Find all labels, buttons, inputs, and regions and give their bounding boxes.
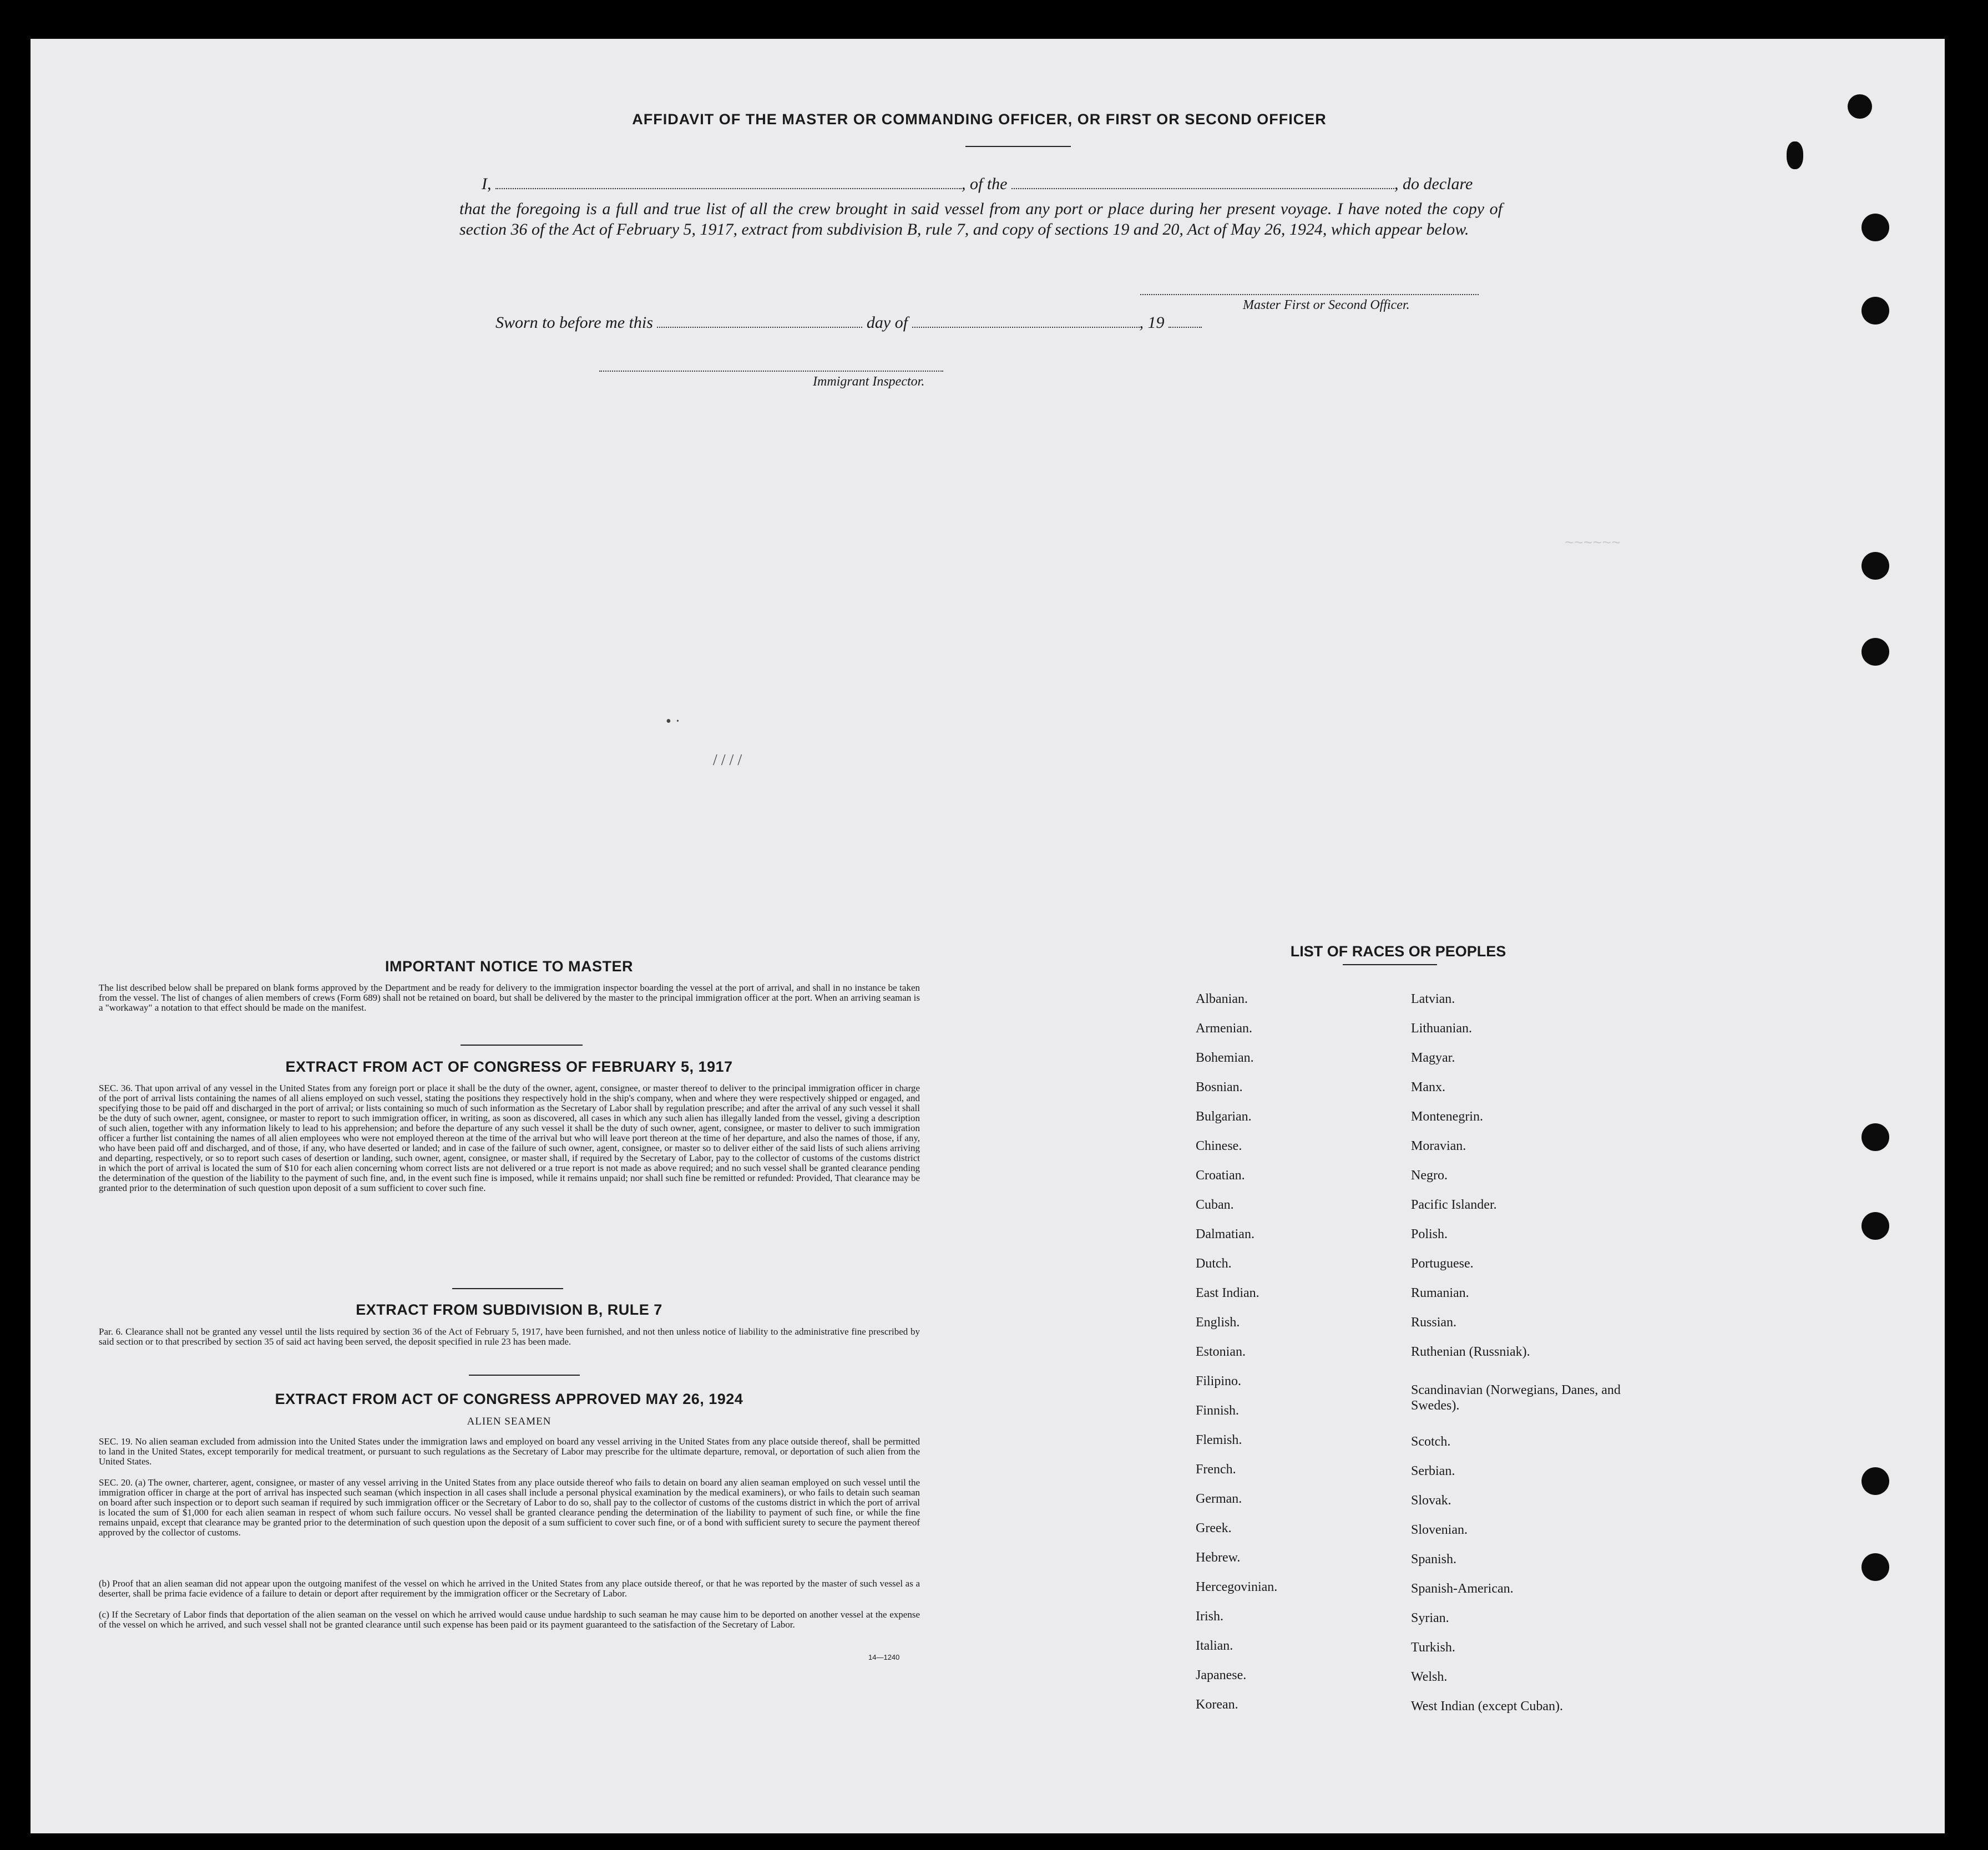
race-item: Bulgarian.: [1196, 1109, 1252, 1124]
sworn-year: , 19: [1139, 313, 1165, 332]
affidavit-declaration-line: [482, 175, 1473, 194]
race-item: Finnish.: [1196, 1403, 1240, 1418]
race-item: Bohemian.: [1196, 1051, 1254, 1065]
scan-speck: • ·: [666, 713, 681, 730]
affidavit-body: that the foregoing is a full and true list of all the crew brought in said vessel from any port or place during her present voyage. I have noted the copy of section 36 of the Act of February 5, 1917, extract from subdivision B, rule 7, and copy of sections 19 and 20, Act of May 26, 1924, which appear below.: [459, 200, 1503, 239]
scan-speck: / / / /: [713, 752, 742, 769]
extract-rule7-title: EXTRACT FROM SUBDIVISION B, RULE 7: [356, 1301, 662, 1318]
race-item: Filipino.: [1196, 1374, 1242, 1388]
sec-20a-text: SEC. 20. (a) The owner, charterer, agent, consignee, or master of any vessel arriving in the United States from any place outside thereof who fails to detain on board any alien seaman employed on such vessel until the immigration officer in charge at the port of arrival has inspected such seaman (which inspection in all cases shall include a personal physical examination by the medical examiners), or who fails to detain such seaman on board after such inspection or to deport such seaman if required by such immigration officer or the Secretary of Labor to do so, shall pay to the collector of customs of the customs district in which the port of arrival is located the sum of $1,000 for each alien seaman in respect of whom such failure occurs. No vessel shall be granted clearance pending the determination of the liability to payment of such fine, or while the fine remains unpaid, except that clearance may be granted prior to the determination of such question upon the deposit of a sum sufficient to cover such fine, or of a bond with sufficient surety to secure the payment thereof approved by the collector of customs.: [99, 1477, 920, 1538]
race-item: Pacific Islander.: [1411, 1198, 1497, 1212]
race-item: Bosnian.: [1196, 1080, 1243, 1094]
master-caption: Master First or Second Officer.: [1243, 298, 1410, 312]
divider: [452, 1288, 563, 1289]
sec-20c-text: (c) If the Secretary of Labor finds that deportation of the alien seaman on the vessel on which he arrived would cause undue hardship to such seaman he may cause him to be deported on another vessel at the expense of the vessel on which he arrived, and such vessel shall not be granted clearance until such expense has been paid or its payment guaranteed to the satisfaction of the Secretary of Labor.: [99, 1609, 920, 1630]
punch-hole: [1861, 1467, 1889, 1495]
race-item: Serbian.: [1411, 1464, 1455, 1478]
sec-20b-text: (b) Proof that an alien seaman did not appear upon the outgoing manifest of the vessel on which he arrived in the United States from any place outside thereof, or that he was reported by the master of such vessel as a deserter, shall be prima facie evidence of a failure to detain or deport after requirement by the immigration officer or the Secretary of Labor.: [99, 1578, 920, 1599]
race-item: Croatian.: [1196, 1168, 1245, 1183]
punch-hole: [1848, 94, 1872, 119]
notice-text: The list described below shall be prepared on blank forms approved by the Department and be ready for delivery to the immigration inspector boarding the vessel at the port of arrival, and shall in no instance be taken from the vessel. The list of changes of alien members of crews (Form 689) shall not be retained on board, but shall be delivered by the master to the principal immigration officer at the port. When an arriving seaman is a "workaway" a notation to that effect should be made on the manifest.: [99, 982, 920, 1013]
sworn-day-of: day of: [866, 313, 908, 332]
race-item: Japanese.: [1196, 1668, 1247, 1682]
punch-hole: [1861, 1553, 1889, 1581]
affidavit-title: AFFIDAVIT OF THE MASTER OR COMMANDING OFFICER, OR FIRST OR SECOND OFFICER: [632, 111, 1327, 128]
race-item: Spanish-American.: [1411, 1582, 1514, 1596]
extract-1917-title: EXTRACT FROM ACT OF CONGRESS OF FEBRUARY 5, 1917: [285, 1058, 733, 1075]
sworn-day-blank: [657, 315, 862, 328]
race-item: Hercegovinian.: [1196, 1580, 1278, 1594]
race-item: Irish.: [1196, 1609, 1223, 1624]
punch-hole: [1861, 1123, 1889, 1151]
extract-rule7-text: Par. 6. Clearance shall not be granted any vessel until the lists required by section 36 of the Act of February 5, 1917, have been furnished, and not then unless notice of liability to the administrative fine prescribed by said section or to that prescribed by section 35 of said act having been served, the deposit specified in rule 23 has been made.: [99, 1326, 920, 1347]
affidavit-of-the: , of the: [962, 175, 1008, 193]
bleed-through-mark: ~~~~~~: [1565, 535, 1621, 553]
race-item: Cuban.: [1196, 1198, 1234, 1212]
race-item: Greek.: [1196, 1521, 1232, 1535]
race-item: Albanian.: [1196, 992, 1248, 1006]
race-item: Montenegrin.: [1411, 1109, 1483, 1124]
inspector-caption: Immigrant Inspector.: [813, 374, 925, 389]
sworn-prefix: Sworn to before me this: [495, 313, 653, 332]
race-item: Russian.: [1411, 1315, 1457, 1330]
master-signature-line: [1140, 294, 1479, 295]
race-item: Magyar.: [1411, 1051, 1455, 1065]
race-item: Lithuanian.: [1411, 1021, 1472, 1036]
race-item: Slovenian.: [1411, 1523, 1468, 1537]
race-item: Portuguese.: [1411, 1256, 1474, 1271]
vessel-blank: [1011, 176, 1394, 189]
punch-hole: [1861, 214, 1889, 241]
race-item: Polish.: [1411, 1227, 1448, 1241]
divider: [461, 1045, 583, 1046]
punch-hole: [1861, 552, 1889, 580]
race-item: Turkish.: [1411, 1640, 1455, 1655]
race-item: Ruthenian (Russniak).: [1411, 1345, 1530, 1359]
race-item: Estonian.: [1196, 1345, 1246, 1359]
race-item: Flemish.: [1196, 1433, 1242, 1447]
extract-1917-text: SEC. 36. That upon arrival of any vessel in the United States from any foreign port or place it shall be the duty of the owner, agent, consignee, or master thereof to deliver to the principal immigration officer in charge of the port of arrival lists containing the names of all aliens employed on such vessel, stating the positions they respectively hold in the ship's company, when and where they were respectively shipped or engaged, and specifying those to be paid off and discharged in the port of arrival; or lists containing so much of such information as the Secretary of Labor shall by regulation prescribe; and after the arrival of any such vessel it shall be the duty of such owner, agent, consignee, or master to report to such immigration officer, in writing, as soon as discovered, all cases in which any such alien has illegally landed from the vessel, giving a description of such alien, together with any information likely to lead to his apprehension; and before the departure of any such vessel it shall be the duty of such owner, agent, consignee, or master to deliver to such immigration officer a further list containing the names of all alien employees who were not employed thereon at the time of the arrival but who will leave port thereon at the time of her departure, and also the names of those, if any, who have been paid off and discharged, and of those, if any, who have deserted or landed; and in case of the failure of such owner, agent, consignee, or master so to deliver either of the said lists of such aliens arriving and departing, respectively, or so to report such cases of desertion or landing, such owner, agent, consignee, or master shall, if required by the Secretary of Labor, pay to the collector of customs of the customs district in which the port of arrival is located the sum of $10 for each alien concerning whom correct lists are not delivered or a true report is not made as above required; and no such vessel shall be granted clearance pending the determination of the question of the liability to the payment of such fine, and, in the event such fine is imposed, while it remains unpaid; nor shall such fine be remitted or refunded: Provided, That clearance may be granted prior to the determination of such question upon deposit of a sum sufficient to cover such fine.: [99, 1083, 920, 1193]
race-item: Rumanian.: [1411, 1286, 1469, 1300]
race-item: West Indian (except Cuban).: [1411, 1699, 1563, 1714]
document-sheet: [31, 39, 1945, 1833]
punch-hole: [1861, 638, 1889, 666]
affidavit-prefix: I,: [482, 175, 492, 193]
race-item: Dalmatian.: [1196, 1227, 1254, 1241]
race-item: Dutch.: [1196, 1256, 1232, 1271]
punch-hole: [1787, 141, 1803, 169]
divider: [1343, 964, 1437, 965]
sec-19-text: SEC. 19. No alien seaman excluded from admission into the United States under the immigration laws and employed on board any vessel arriving in the United States from any place outside thereof, shall be permitted to land in the United States, except temporarily for medical treatment, or pursuant to such regulations as the Secretary of Labor may prescribe for the ultimate departure, removal, or deportation of such alien from the United States.: [99, 1436, 920, 1467]
race-item: Scotch.: [1411, 1435, 1451, 1449]
race-item: Welsh.: [1411, 1670, 1448, 1684]
sworn-line: [495, 313, 1202, 332]
race-item: Chinese.: [1196, 1139, 1242, 1153]
race-item: Armenian.: [1196, 1021, 1252, 1036]
sworn-year-blank: [1168, 315, 1202, 328]
race-item: Hebrew.: [1196, 1550, 1241, 1565]
divider: [469, 1375, 580, 1376]
notice-title: IMPORTANT NOTICE TO MASTER: [385, 958, 633, 975]
race-item: Italian.: [1196, 1639, 1233, 1653]
affidavit-declare: , do declare: [1394, 175, 1473, 193]
name-blank: [495, 176, 962, 189]
race-item: English.: [1196, 1315, 1240, 1330]
divider: [965, 146, 1071, 147]
extract-1924-subtitle: ALIEN SEAMEN: [467, 1416, 552, 1427]
punch-hole: [1861, 297, 1889, 325]
race-item: Syrian.: [1411, 1611, 1449, 1625]
inspector-signature-line: [599, 371, 943, 372]
race-item: Moravian.: [1411, 1139, 1466, 1153]
race-item: Scandinavian (Norwegians, Danes, and Swedes).: [1411, 1383, 1621, 1413]
race-item: Manx.: [1411, 1080, 1445, 1094]
race-item: Negro.: [1411, 1168, 1448, 1183]
race-item: Spanish.: [1411, 1552, 1457, 1567]
race-item: Korean.: [1196, 1697, 1238, 1712]
race-item: East Indian.: [1196, 1286, 1259, 1300]
punch-hole: [1861, 1212, 1889, 1240]
extract-1924-title: EXTRACT FROM ACT OF CONGRESS APPROVED MAY 26, 1924: [275, 1391, 743, 1407]
race-item: Latvian.: [1411, 992, 1455, 1006]
sworn-month-blank: [912, 315, 1140, 328]
form-number: 14—1240: [868, 1653, 900, 1661]
race-item: French.: [1196, 1462, 1236, 1477]
race-item: German.: [1196, 1492, 1242, 1506]
races-title: LIST OF RACES OR PEOPLES: [1290, 943, 1506, 960]
race-item: Slovak.: [1411, 1493, 1451, 1508]
